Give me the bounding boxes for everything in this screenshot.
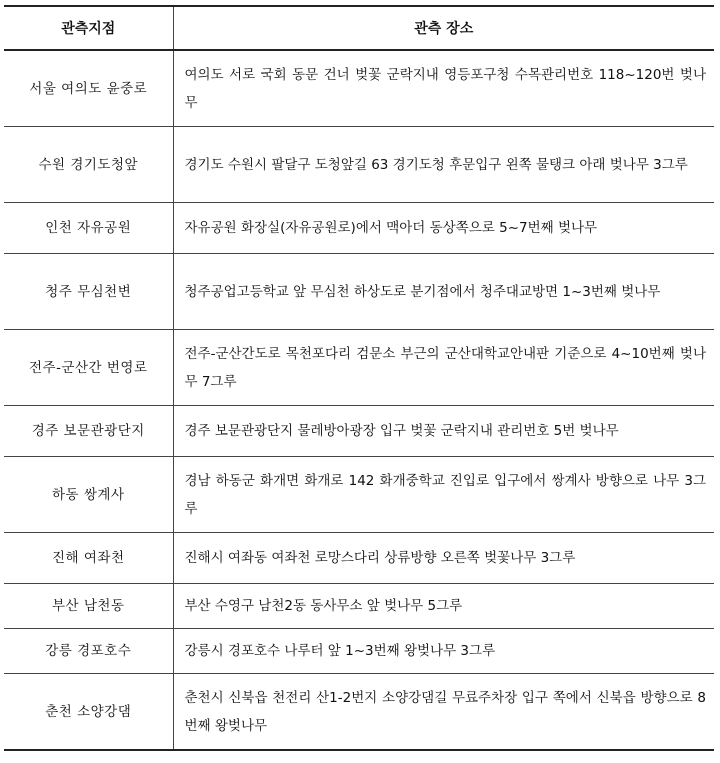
table-row — [4, 457, 714, 533]
location-cell: 경주 보문관광단지 — [4, 406, 173, 457]
location-cell: 서울 여의도 윤중로 — [4, 50, 173, 127]
table-row — [4, 330, 714, 406]
table-header-row — [4, 6, 714, 50]
location-cell: 전주-군산간 번영로 — [4, 330, 173, 406]
location-cell: 진해 여좌천 — [4, 533, 173, 584]
table-row — [4, 674, 714, 751]
place-cell: 춘천시 신북읍 천전리 산1-2번지 소양강댐길 무료주차장 입구 쪽에서 신북읍 방향으로 8번째 왕벚나무 — [173, 674, 714, 751]
place-cell: 부산 수영구 남천2동 동사무소 앞 벚나무 5그루 — [173, 584, 714, 629]
place-cell: 청주공업고등학교 앞 무심천 하상도로 분기점에서 청주대교방면 1~3번째 벚나무 — [173, 254, 714, 330]
place-cell: 전주-군산간도로 목천포다리 검문소 부근의 군산대학교안내판 기준으로 4~10번째 벚나무 7그루 — [173, 330, 714, 406]
table-row — [4, 50, 714, 127]
table-row — [4, 127, 714, 203]
table-row — [4, 629, 714, 674]
location-cell: 청주 무심천변 — [4, 254, 173, 330]
place-cell: 경기도 수원시 팔달구 도청앞길 63 경기도청 후문입구 왼쪽 물탱크 아래 벚나무 3그루 — [173, 127, 714, 203]
table-row — [4, 533, 714, 584]
location-cell: 춘천 소양강댐 — [4, 674, 173, 751]
place-cell: 경주 보문관광단지 물레방아광장 입구 벚꽃 군락지내 관리번호 5번 벚나무 — [173, 406, 714, 457]
location-cell: 강릉 경포호수 — [4, 629, 173, 674]
place-cell: 경남 하동군 화개면 화개로 142 화개중학교 진입로 입구에서 쌍계사 방향으로 나무 3그루 — [173, 457, 714, 533]
location-cell: 수원 경기도청앞 — [4, 127, 173, 203]
observation-table — [4, 5, 714, 751]
table-row — [4, 406, 714, 457]
table-row — [4, 584, 714, 629]
location-cell: 부산 남천동 — [4, 584, 173, 629]
location-column-header: 관측지점 — [4, 6, 173, 50]
place-column-header: 관측 장소 — [173, 6, 714, 50]
table-row — [4, 254, 714, 330]
location-cell: 하동 쌍계사 — [4, 457, 173, 533]
place-cell: 강릉시 경포호수 나루터 앞 1~3번째 왕벚나무 3그루 — [173, 629, 714, 674]
table-row — [4, 203, 714, 254]
place-cell: 자유공원 화장실(자유공원로)에서 맥아더 동상쪽으로 5~7번째 벚나무 — [173, 203, 714, 254]
place-cell: 여의도 서로 국회 동문 건너 벚꽃 군락지내 영등포구청 수목관리번호 118~120번 벚나무 — [173, 50, 714, 127]
location-cell: 인천 자유공원 — [4, 203, 173, 254]
place-cell: 진해시 여좌동 여좌천 로망스다리 상류방향 오른쪽 벚꽃나무 3그루 — [173, 533, 714, 584]
